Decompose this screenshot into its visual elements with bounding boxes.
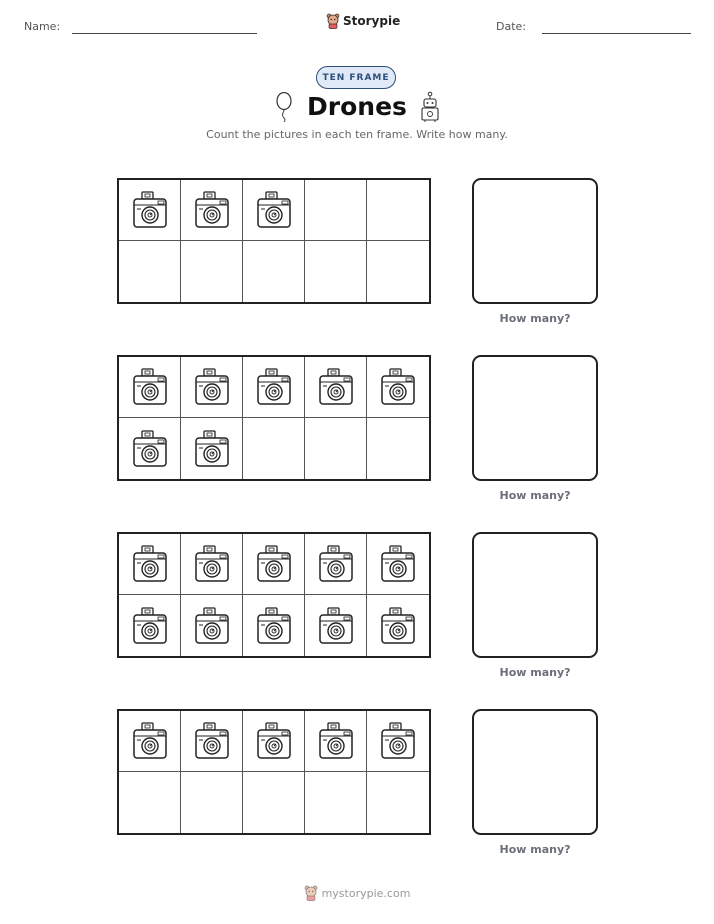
ten-frame-cell	[119, 418, 181, 479]
camera-icon	[379, 606, 417, 646]
camera-icon	[379, 544, 417, 584]
ten-frame-cell	[305, 418, 367, 479]
ten-frame-cell	[305, 772, 367, 833]
ten-frame-cell	[243, 772, 305, 833]
answer-box-4[interactable]	[472, 709, 598, 835]
ten-frame-cell	[119, 595, 181, 656]
answer-box-3[interactable]	[472, 532, 598, 658]
ten-frame-cell	[367, 772, 429, 833]
ten-frame-cell	[181, 241, 243, 302]
ten-frame-cell	[181, 772, 243, 833]
name-line[interactable]	[72, 33, 257, 34]
ten-frame-cell	[367, 241, 429, 302]
ten-frame-cell	[367, 711, 429, 772]
ten-frame-cell	[305, 711, 367, 772]
camera-icon	[255, 544, 293, 584]
camera-icon	[379, 367, 417, 407]
ten-frame-cell	[119, 357, 181, 418]
camera-icon	[193, 367, 231, 407]
camera-icon	[193, 606, 231, 646]
camera-icon	[255, 367, 293, 407]
camera-icon	[131, 367, 169, 407]
date-line[interactable]	[542, 33, 691, 34]
ten-frame-4	[117, 709, 431, 835]
how-many-label-2: How many?	[499, 489, 571, 502]
robot-icon	[418, 91, 442, 123]
ten-frame-cell	[367, 595, 429, 656]
ten-frame-cell	[243, 418, 305, 479]
ten-frame-cell	[119, 241, 181, 302]
camera-icon	[131, 190, 169, 230]
camera-icon	[255, 721, 293, 761]
camera-icon	[379, 721, 417, 761]
answer-box-2[interactable]	[472, 355, 598, 481]
ten-frame-cell	[367, 357, 429, 418]
camera-icon	[317, 606, 355, 646]
camera-icon	[193, 544, 231, 584]
logo-text: Storypie	[343, 14, 401, 28]
camera-icon	[131, 429, 169, 469]
ten-frame-cell	[243, 595, 305, 656]
ten-frame-cell	[243, 534, 305, 595]
balloon-icon	[274, 92, 294, 122]
ten-frame-cell	[119, 180, 181, 241]
storypie-logo	[326, 13, 400, 29]
camera-icon	[131, 544, 169, 584]
ten-frame-cell	[119, 711, 181, 772]
how-many-label-3: How many?	[499, 666, 571, 679]
ten-frame-cell	[305, 357, 367, 418]
ten-frame-cell	[367, 534, 429, 595]
how-many-label-1: How many?	[499, 312, 571, 325]
instructions: Count the pictures in each ten frame. Write how many.	[206, 128, 508, 141]
camera-icon	[193, 190, 231, 230]
camera-icon	[255, 606, 293, 646]
ten-frame-cell	[181, 418, 243, 479]
camera-icon	[193, 429, 231, 469]
ten-frame-cell	[305, 534, 367, 595]
footer-url: mystorypie.com	[321, 886, 411, 900]
camera-icon	[317, 367, 355, 407]
storypie-mascot-icon	[326, 13, 340, 29]
answer-box-1[interactable]	[472, 178, 598, 304]
ten-frame-cell	[243, 711, 305, 772]
ten-frame-cell	[119, 772, 181, 833]
ten-frame-cell	[243, 180, 305, 241]
ten-frame-cell	[243, 357, 305, 418]
name-label: Name:	[24, 20, 61, 33]
ten-frame-cell	[243, 241, 305, 302]
ten-frame-cell	[119, 534, 181, 595]
date-label: Date:	[496, 20, 526, 33]
ten-frame-1	[117, 178, 431, 304]
ten-frame-cell	[305, 180, 367, 241]
ten-frame-cell	[181, 595, 243, 656]
worksheet-type-badge: TEN FRAME	[316, 66, 396, 89]
ten-frame-cell	[181, 357, 243, 418]
ten-frame-2	[117, 355, 431, 481]
footer	[0, 885, 714, 901]
ten-frame-cell	[181, 711, 243, 772]
ten-frame-cell	[367, 180, 429, 241]
ten-frame-3	[117, 532, 431, 658]
camera-icon	[131, 721, 169, 761]
camera-icon	[131, 606, 169, 646]
ten-frame-cell	[181, 180, 243, 241]
how-many-label-4: How many?	[499, 843, 571, 856]
ten-frame-cell	[181, 534, 243, 595]
camera-icon	[193, 721, 231, 761]
ten-frame-cell	[305, 241, 367, 302]
ten-frame-cell	[367, 418, 429, 479]
ten-frame-cell	[305, 595, 367, 656]
camera-icon	[255, 190, 293, 230]
camera-icon	[317, 544, 355, 584]
camera-icon	[317, 721, 355, 761]
storypie-mascot-icon	[304, 885, 318, 901]
page-title: Drones	[307, 92, 407, 121]
